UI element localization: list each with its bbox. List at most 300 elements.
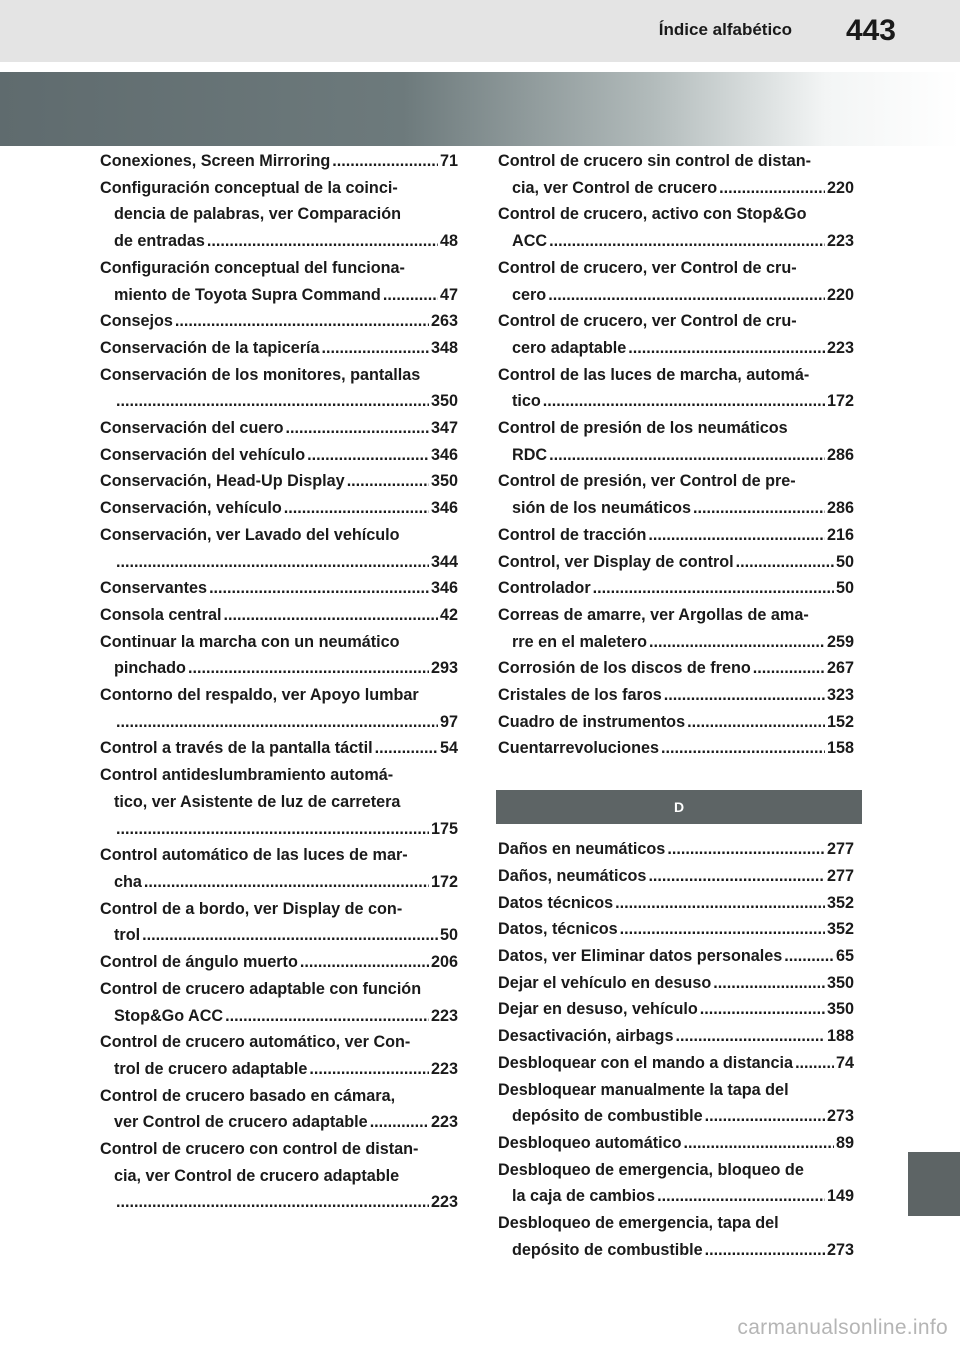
leader-dots — [116, 709, 438, 736]
index-page-ref: 48 — [439, 232, 458, 251]
index-page-ref: 223 — [826, 232, 854, 251]
index-entry-line — [498, 1130, 854, 1157]
index-entry — [100, 522, 458, 575]
leader-dots — [284, 495, 429, 522]
index-entry — [498, 709, 854, 736]
index-entry-text: trol — [114, 926, 141, 945]
index-entry-text: RDC — [512, 445, 548, 464]
index-entry-text: Corrosión de los discos de freno — [498, 659, 751, 678]
index-entry-text: cha — [114, 872, 142, 891]
index-entry-line — [100, 1003, 458, 1030]
index-entry-line — [100, 735, 458, 762]
index-entry-line — [498, 255, 854, 282]
index-entry-text: Control de ángulo muerto — [100, 953, 298, 972]
leader-dots — [615, 890, 825, 917]
index-page-ref: 152 — [826, 712, 854, 731]
index-entry-text: Conservación del vehículo — [100, 445, 306, 464]
index-entry — [100, 762, 458, 842]
index-entry-line — [100, 682, 458, 709]
index-entry — [498, 1077, 854, 1130]
index-entry-text: Control de presión de los neumáticos — [498, 419, 788, 438]
index-page-ref: 97 — [439, 712, 458, 731]
leader-dots — [657, 1183, 825, 1210]
leader-dots — [175, 308, 429, 335]
index-page-ref: 175 — [430, 819, 458, 838]
index-entry-line — [498, 1157, 854, 1184]
leader-dots — [705, 1103, 825, 1130]
index-entry — [100, 682, 458, 735]
index-entry-line — [498, 175, 854, 202]
index-entry-line — [100, 976, 458, 1003]
index-entry-text: Control de crucero adaptable con función — [100, 979, 422, 998]
index-page-ref: 293 — [430, 659, 458, 678]
leader-dots — [693, 495, 825, 522]
index-page-ref: 286 — [826, 445, 854, 464]
index-entry-line — [498, 362, 854, 389]
leader-dots — [225, 1003, 429, 1030]
index-entry-text: tico — [512, 392, 541, 411]
index-entry-text: Datos, ver Eliminar datos personales — [498, 946, 783, 965]
index-entry — [498, 916, 854, 943]
leader-dots — [116, 816, 429, 843]
index-entry-text: Conservación de los monitores, pantallas — [100, 365, 421, 384]
index-entry-line — [100, 1189, 458, 1216]
leader-dots — [713, 970, 825, 997]
leader-dots — [648, 863, 825, 890]
index-entry-line — [100, 1109, 458, 1136]
index-thumb-tab — [908, 1152, 960, 1216]
leader-dots — [593, 575, 834, 602]
index-entry-line — [100, 816, 458, 843]
leader-dots — [209, 575, 429, 602]
leader-dots — [309, 1056, 429, 1083]
index-entry — [498, 1023, 854, 1050]
watermark: carmanualsonline.info — [737, 1316, 948, 1339]
index-entry-text: Control de a bordo, ver Display de con- — [100, 899, 403, 918]
index-entry-text: Control antideslumbramiento automá- — [100, 766, 394, 785]
index-entry — [498, 575, 854, 602]
index-entry-line — [498, 575, 854, 602]
index-entry-line — [100, 922, 458, 949]
index-entry-text: Desbloqueo automático — [498, 1133, 682, 1152]
letter-header-d: D — [496, 790, 862, 824]
index-entry-text: Control automático de las luces de mar- — [100, 846, 408, 865]
index-entry — [100, 949, 458, 976]
index-entry-text: Conservación del cuero — [100, 419, 284, 438]
leader-dots — [683, 1130, 834, 1157]
index-entry-text: Contorno del respaldo, ver Apoyo lumbar — [100, 686, 419, 705]
index-entry-line — [498, 495, 854, 522]
index-page-ref: 206 — [430, 953, 458, 972]
index-entry-line — [498, 1077, 854, 1104]
index-entry-line — [498, 970, 854, 997]
index-entry-text: Desactivación, airbags — [498, 1027, 674, 1046]
index-entry-line — [100, 255, 458, 282]
index-entry-text: de entradas — [114, 232, 205, 251]
index-entry — [100, 468, 458, 495]
index-entry-text: sión de los neumáticos — [512, 499, 692, 518]
index-entry-text: miento de Toyota Supra Command — [114, 285, 381, 304]
index-page-ref: 223 — [826, 338, 854, 357]
leader-dots — [705, 1237, 825, 1264]
index-entry-line — [100, 629, 458, 656]
index-entry — [100, 976, 458, 1029]
index-page-ref: 220 — [826, 178, 854, 197]
index-entry-line — [100, 949, 458, 976]
index-entry — [498, 308, 854, 361]
leader-dots — [307, 442, 429, 469]
index-page-ref: 216 — [826, 525, 854, 544]
index-entry-text: Conservación, vehículo — [100, 499, 282, 518]
index-entry-text: Desbloqueo de emergencia, tapa del — [498, 1214, 779, 1233]
index-entry-line — [100, 495, 458, 522]
index-page-ref: 277 — [826, 840, 854, 859]
index-page-ref: 54 — [439, 739, 458, 758]
index-entry-line — [100, 762, 458, 789]
index-entry-line — [100, 148, 458, 175]
index-entry-text: Control de crucero sin control de distan- — [498, 152, 811, 170]
leader-dots — [370, 1109, 429, 1136]
index-entry — [100, 602, 458, 629]
index-entry — [100, 362, 458, 415]
index-entry-line — [100, 175, 458, 202]
index-entry-line — [100, 896, 458, 923]
index-entry-line — [498, 1210, 854, 1237]
index-page-ref: 223 — [430, 1006, 458, 1025]
index-entry-text: Control de crucero automático, ver Con- — [100, 1033, 411, 1052]
index-entry-text: ACC — [512, 232, 548, 251]
index-entry-text: Cuadro de instrumentos — [498, 712, 686, 731]
leader-dots — [667, 836, 825, 863]
index-entry-text: Dejar en desuso, vehículo — [498, 1000, 698, 1019]
index-page-ref: 71 — [439, 152, 458, 170]
index-entry-text: Conservación, Head-Up Display — [100, 472, 345, 491]
index-entry-line — [498, 943, 854, 970]
index-entry-line — [498, 1050, 854, 1077]
index-entry-line — [100, 842, 458, 869]
leader-dots — [549, 228, 825, 255]
leader-dots — [664, 682, 825, 709]
page-number: 443 — [845, 14, 896, 47]
index-entry-line — [100, 869, 458, 896]
index-entry — [498, 602, 854, 655]
index-entry — [498, 201, 854, 254]
index-entry-text: cero — [512, 285, 547, 304]
index-page-ref: 65 — [835, 946, 854, 965]
index-entry-line — [100, 282, 458, 309]
index-column-left — [100, 148, 458, 1216]
index-entry — [498, 996, 854, 1023]
index-entry-line — [498, 629, 854, 656]
index-page-ref: 347 — [430, 419, 458, 438]
leader-dots — [142, 922, 438, 949]
index-entry-line — [498, 201, 854, 228]
index-entry — [100, 415, 458, 442]
index-entry-text: cero adaptable — [512, 338, 627, 357]
index-entry-text: cia, ver Control de crucero — [512, 178, 718, 197]
index-entry-text: Cristales de los faros — [498, 686, 662, 705]
index-entry-text: depósito de combustible — [512, 1107, 703, 1126]
index-page-ref: 172 — [826, 392, 854, 411]
leader-dots — [661, 735, 825, 762]
index-entry-text: Conservación de la tapicería — [100, 338, 320, 357]
index-entry-text: Conservantes — [100, 579, 208, 598]
index-page-ref: 188 — [826, 1027, 854, 1046]
header-banner — [0, 72, 960, 146]
index-entry — [498, 1050, 854, 1077]
index-entry-text: Control de crucero, ver Control de cru- — [498, 258, 797, 277]
leader-dots — [383, 282, 438, 309]
index-entry-text: Control de crucero, activo con Stop&Go — [498, 205, 807, 224]
index-entry — [100, 495, 458, 522]
index-entry-line — [498, 709, 854, 736]
index-entry-line — [100, 201, 458, 228]
leader-dots — [332, 148, 438, 175]
leader-dots — [116, 1189, 429, 1216]
index-page-ref: 350 — [826, 1000, 854, 1019]
index-entry-line — [100, 1029, 458, 1056]
leader-dots — [116, 388, 429, 415]
index-entry-text: Consejos — [100, 312, 173, 331]
index-entry-text: Conservación, ver Lavado del vehículo — [100, 525, 400, 544]
index-entry-line — [100, 575, 458, 602]
index-entry-line — [100, 1056, 458, 1083]
leader-dots — [375, 735, 438, 762]
page-header-bar — [0, 0, 960, 62]
index-entry — [498, 735, 854, 762]
leader-dots — [322, 335, 429, 362]
index-entry — [100, 308, 458, 335]
index-entry — [498, 863, 854, 890]
index-entry-line — [100, 1163, 458, 1190]
leader-dots — [628, 335, 825, 362]
index-page-ref: 158 — [826, 739, 854, 758]
index-entry-line — [498, 148, 854, 175]
index-page-ref: 47 — [439, 285, 458, 304]
index-entry-line — [100, 789, 458, 816]
leader-dots — [548, 282, 825, 309]
index-entry-line — [100, 1083, 458, 1110]
index-entry-line — [498, 442, 854, 469]
index-entry — [498, 1157, 854, 1210]
index-entry-text: Configuración conceptual de la coinci- — [100, 178, 398, 197]
index-entry — [100, 1083, 458, 1136]
index-page-ref: 149 — [826, 1187, 854, 1206]
index-entry-line — [498, 1103, 854, 1130]
index-entry-line — [100, 468, 458, 495]
index-entry-text: Controlador — [498, 579, 591, 598]
index-page-ref: 352 — [826, 893, 854, 912]
index-entry — [498, 148, 854, 201]
index-entry-line — [498, 735, 854, 762]
index-entry-text: dencia de palabras, ver Comparación — [114, 205, 401, 224]
index-page-ref: 346 — [430, 445, 458, 464]
leader-dots — [286, 415, 429, 442]
index-group-d — [498, 836, 854, 1263]
index-entry-line — [100, 602, 458, 629]
leader-dots — [648, 522, 825, 549]
index-entry-text: Desbloquear manualmente la tapa del — [498, 1080, 789, 1099]
index-entry-line — [100, 1136, 458, 1163]
index-entry — [100, 629, 458, 682]
index-page-ref: 346 — [430, 579, 458, 598]
index-entry-line — [100, 442, 458, 469]
index-entry-line — [498, 308, 854, 335]
index-entry-line — [498, 522, 854, 549]
index-page-ref: 42 — [439, 605, 458, 624]
index-page-ref: 223 — [430, 1059, 458, 1078]
index-page-ref: 273 — [826, 1240, 854, 1259]
index-page-ref: 50 — [835, 552, 854, 571]
index-entry-text: trol de crucero adaptable — [114, 1059, 308, 1078]
leader-dots — [543, 388, 825, 415]
index-entry-text: depósito de combustible — [512, 1240, 703, 1259]
index-page-ref: 263 — [430, 312, 458, 331]
leader-dots — [700, 996, 825, 1023]
index-entry-text: Desbloqueo de emergencia, bloqueo de — [498, 1160, 804, 1179]
leader-dots — [620, 916, 825, 943]
index-entry — [498, 522, 854, 549]
index-entry-text: cia, ver Control de crucero adaptable — [114, 1166, 400, 1185]
leader-dots — [116, 549, 429, 576]
index-entry — [100, 842, 458, 895]
index-entry-line — [100, 522, 458, 549]
index-column-right — [498, 148, 854, 1263]
index-entry-line — [498, 1237, 854, 1264]
index-entry-text: tico, ver Asistente de luz de carretera — [114, 792, 401, 811]
index-entry-text: Stop&Go ACC — [114, 1006, 224, 1025]
index-entry-text: Control, ver Display de control — [498, 552, 734, 571]
index-entry-line — [100, 415, 458, 442]
index-entry — [498, 1130, 854, 1157]
index-entry-text: pinchado — [114, 659, 186, 678]
index-entry — [100, 735, 458, 762]
leader-dots — [300, 949, 429, 976]
index-page-ref: 323 — [826, 686, 854, 705]
leader-dots — [207, 228, 438, 255]
index-page-ref: 259 — [826, 632, 854, 651]
index-entry-line — [100, 709, 458, 736]
index-entry-text: Cuentarrevoluciones — [498, 739, 660, 758]
index-entry-line — [100, 362, 458, 389]
index-entry-text: la caja de cambios — [512, 1187, 656, 1206]
index-entry — [100, 1136, 458, 1216]
index-entry-text: Control de las luces de marcha, automá- — [498, 365, 810, 384]
index-entry-text: Conexiones, Screen Mirroring — [100, 152, 331, 170]
index-entry-line — [498, 916, 854, 943]
leader-dots — [223, 602, 438, 629]
leader-dots — [675, 1023, 825, 1050]
leader-dots — [649, 629, 825, 656]
index-page-ref: 273 — [826, 1107, 854, 1126]
index-entry-line — [498, 602, 854, 629]
index-entry-line — [498, 549, 854, 576]
index-page-ref: 74 — [835, 1053, 854, 1072]
index-entry-line — [498, 996, 854, 1023]
index-entry-line — [498, 655, 854, 682]
index-entry-text: Control de crucero basado en cámara, — [100, 1086, 396, 1105]
index-entry — [498, 682, 854, 709]
index-entry-text: ver Control de crucero adaptable — [114, 1113, 368, 1132]
index-entry-line — [100, 388, 458, 415]
index-entry-line — [100, 335, 458, 362]
index-entry-line — [498, 890, 854, 917]
index-entry — [498, 836, 854, 863]
index-entry — [100, 1029, 458, 1082]
leader-dots — [736, 549, 834, 576]
index-entry-line — [100, 308, 458, 335]
index-page-ref: 350 — [430, 472, 458, 491]
leader-dots — [784, 943, 834, 970]
index-entry-line — [498, 863, 854, 890]
index-entry — [498, 549, 854, 576]
index-page-ref: 352 — [826, 920, 854, 939]
index-page-ref: 220 — [826, 285, 854, 304]
index-entry — [100, 575, 458, 602]
index-entry — [100, 148, 458, 175]
leader-dots — [795, 1050, 834, 1077]
index-entry-text: Control de crucero, ver Control de cru- — [498, 312, 797, 331]
leader-dots — [687, 709, 825, 736]
index-page-ref: 346 — [430, 499, 458, 518]
index-page-ref: 350 — [430, 392, 458, 411]
index-entry-line — [498, 415, 854, 442]
leader-dots — [144, 869, 429, 896]
index-entry — [498, 1210, 854, 1263]
index-entry-line — [498, 282, 854, 309]
index-entry-text: Control a través de la pantalla táctil — [100, 739, 373, 758]
index-entry — [498, 970, 854, 997]
index-entry-line — [498, 836, 854, 863]
index-entry-text: Datos técnicos — [498, 893, 614, 912]
index-entry-line — [498, 468, 854, 495]
index-page-ref: 89 — [835, 1133, 854, 1152]
index-page-ref: 172 — [430, 872, 458, 891]
leader-dots — [188, 655, 429, 682]
index-page-ref: 286 — [826, 499, 854, 518]
index-page-ref: 223 — [430, 1113, 458, 1132]
index-entry — [498, 468, 854, 521]
section-title: Índice alfabético — [658, 20, 792, 39]
index-entry-text: Control de crucero con control de distan- — [100, 1140, 419, 1159]
index-entry-text: Control de presión, ver Control de pre- — [498, 472, 796, 491]
index-entry-text: Daños en neumáticos — [498, 840, 666, 859]
index-entry-text: Datos, técnicos — [498, 920, 618, 939]
index-entry — [498, 655, 854, 682]
index-entry-line — [100, 228, 458, 255]
index-page-ref: 267 — [826, 659, 854, 678]
leader-dots — [719, 175, 825, 202]
index-entry — [498, 415, 854, 468]
index-entry — [498, 362, 854, 415]
leader-dots — [753, 655, 825, 682]
index-entry-text: Consola central — [100, 605, 222, 624]
index-entry-text: Continuar la marcha con un neumático — [100, 632, 400, 651]
index-group-c-continued — [498, 148, 854, 762]
index-entry-text: rre en el maletero — [512, 632, 647, 651]
index-entry — [100, 335, 458, 362]
index-entry-line — [498, 335, 854, 362]
index-entry — [498, 255, 854, 308]
index-page-ref: 277 — [826, 866, 854, 885]
index-entry-line — [100, 549, 458, 576]
leader-dots — [549, 442, 825, 469]
index-page-ref: 350 — [826, 973, 854, 992]
index-entry — [100, 442, 458, 469]
index-entry-text: Control de tracción — [498, 525, 647, 544]
index-entry-line — [498, 682, 854, 709]
index-entry-text: Correas de amarre, ver Argollas de ama- — [498, 605, 809, 624]
